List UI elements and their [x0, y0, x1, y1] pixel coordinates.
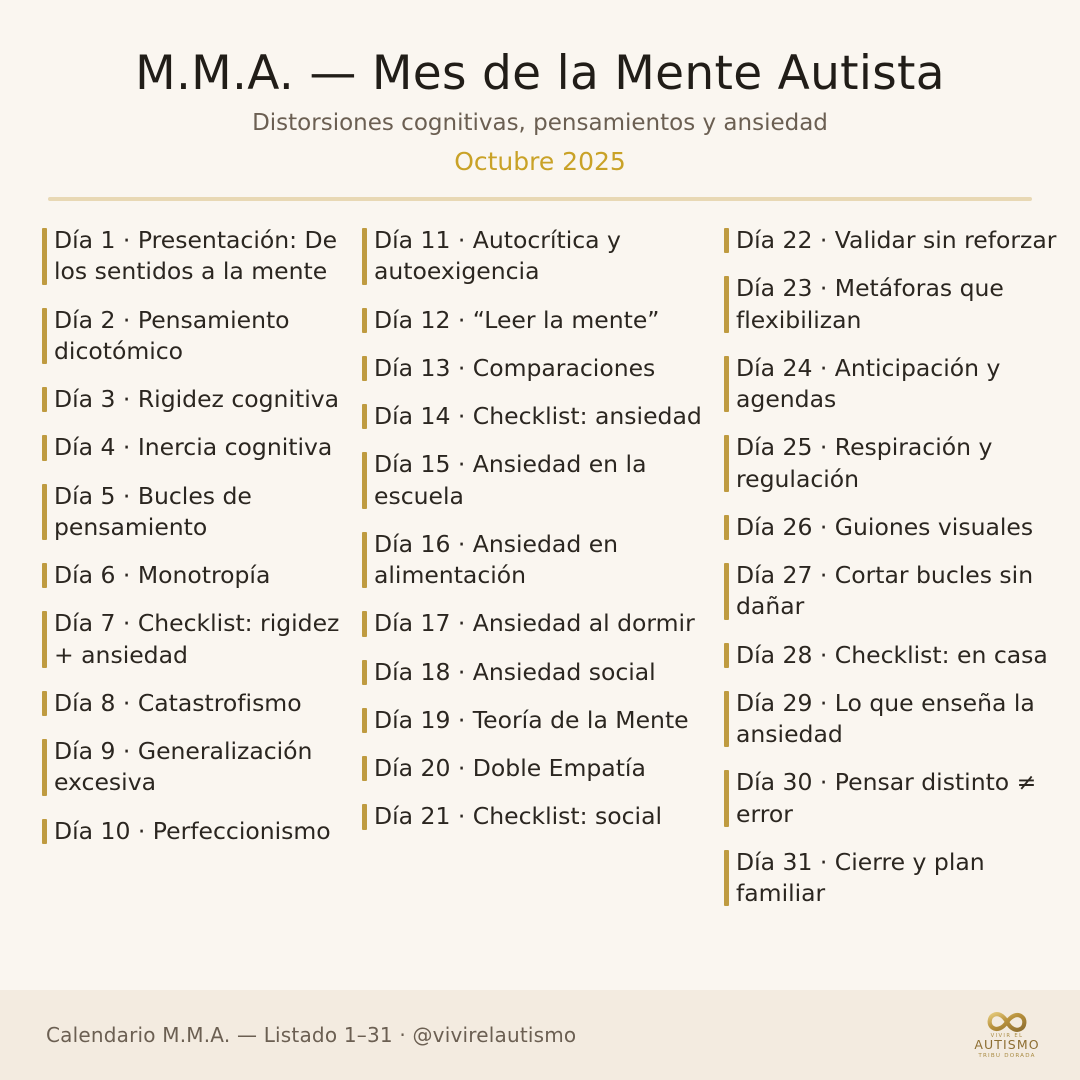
day-item — [42, 736, 362, 799]
day-columns — [0, 201, 1080, 1080]
day-item — [724, 432, 1064, 495]
day-item — [42, 305, 362, 368]
day-item-label: Día 18 · Ansiedad social — [374, 657, 656, 686]
day-item-label: Día 11 · Autocrítica y autoexigencia — [374, 226, 621, 286]
logo-line-2: AUTISMO — [974, 1037, 1040, 1053]
day-item-label: Día 25 · Respiración y regulación — [736, 433, 993, 493]
day-item — [724, 273, 1064, 336]
poster-footer — [0, 990, 1080, 1080]
day-item — [42, 432, 362, 463]
day-item — [42, 816, 362, 847]
day-item — [724, 353, 1064, 416]
page-title: M.M.A. — Mes de la Mente Autista — [135, 46, 945, 101]
day-item-label: Día 16 · Ansiedad en alimentación — [374, 529, 619, 590]
month-label: Octubre 2025 — [454, 147, 626, 177]
day-item-label: Día 2 · Pensamiento dicotómico — [54, 305, 290, 365]
day-item-label: Día 6 · Monotropía — [54, 561, 271, 590]
day-item-label: Día 24 · Anticipación y agendas — [736, 353, 1001, 414]
day-item-label: Día 20 · Doble Empatía — [374, 754, 646, 783]
day-item — [362, 305, 724, 336]
day-item — [362, 529, 724, 592]
day-item — [362, 657, 724, 688]
day-item — [362, 353, 724, 384]
day-item — [362, 401, 724, 432]
day-item-label: Día 13 · Comparaciones — [374, 353, 656, 382]
day-item-label: Día 15 · Ansiedad en la escuela — [374, 450, 647, 510]
day-item-label: Día 7 · Checklist: rigidez + ansiedad — [54, 609, 340, 669]
day-item-label: Día 19 · Teoría de la Mente — [374, 705, 689, 734]
day-item-label: Día 8 · Catastrofismo — [54, 688, 302, 717]
day-item — [42, 688, 362, 719]
day-item-label: Día 5 · Bucles de pensamiento — [54, 481, 252, 541]
infinity-icon — [984, 1011, 1030, 1033]
day-item — [362, 705, 724, 736]
day-item — [724, 225, 1064, 256]
poster-header — [0, 0, 1080, 201]
day-item — [724, 560, 1064, 623]
day-item — [42, 560, 362, 591]
day-item — [362, 801, 724, 832]
day-item-label: Día 22 · Validar sin reforzar — [736, 226, 1057, 255]
day-item — [362, 225, 724, 288]
day-item — [362, 449, 724, 512]
day-item-label: Día 17 · Ansiedad al dormir — [374, 609, 695, 638]
day-item-label: Día 1 · Presentación: De los sentidos a la mente — [54, 226, 338, 286]
day-item-label: Día 4 · Inercia cognitiva — [54, 433, 333, 462]
day-item-label: Día 14 · Checklist: ansiedad — [374, 402, 702, 431]
day-item-label: Día 10 · Perfeccionismo — [54, 816, 331, 845]
day-item-label: Día 31 · Cierre y plan familiar — [736, 847, 985, 908]
day-item-label: Día 12 · “Leer la mente” — [374, 305, 660, 334]
day-item — [724, 688, 1064, 751]
logo-line-1: VIVIR EL — [990, 1032, 1024, 1039]
day-item-label: Día 23 · Metáforas que flexibilizan — [736, 274, 1004, 334]
logo-line-3: TRIBU DORADA — [978, 1052, 1036, 1059]
day-item — [724, 512, 1064, 543]
day-item-label: Día 27 · Cortar bucles sin dañar — [736, 561, 1034, 621]
footer-credit: Calendario M.M.A. — Listado 1–31 · @vivirelautismo — [46, 1023, 577, 1047]
day-item-label: Día 28 · Checklist: en casa — [736, 640, 1048, 669]
day-item-label: Día 3 · Rigidez cognitiva — [54, 385, 340, 414]
day-column-1 — [42, 225, 362, 864]
day-item-label: Día 29 · Lo que enseña la ansiedad — [736, 688, 1035, 749]
page-subtitle: Distorsiones cognitivas, pensamientos y ansiedad — [252, 109, 828, 136]
day-item — [724, 767, 1064, 830]
day-item — [362, 608, 724, 639]
day-item — [42, 608, 362, 671]
day-item — [724, 640, 1064, 671]
day-item — [724, 847, 1064, 910]
day-item — [42, 481, 362, 544]
day-item-label: Día 21 · Checklist: social — [374, 802, 663, 831]
day-item — [42, 225, 362, 288]
brand-logo — [968, 1002, 1046, 1068]
day-item — [42, 384, 362, 415]
day-column-3 — [724, 225, 1064, 926]
day-column-2 — [362, 225, 724, 850]
day-item-label: Día 9 · Generalización excesiva — [54, 737, 313, 797]
day-item — [362, 753, 724, 784]
day-item-label: Día 26 · Guiones visuales — [736, 512, 1034, 541]
day-item-label: Día 30 · Pensar distinto ≠ error — [736, 768, 1037, 828]
